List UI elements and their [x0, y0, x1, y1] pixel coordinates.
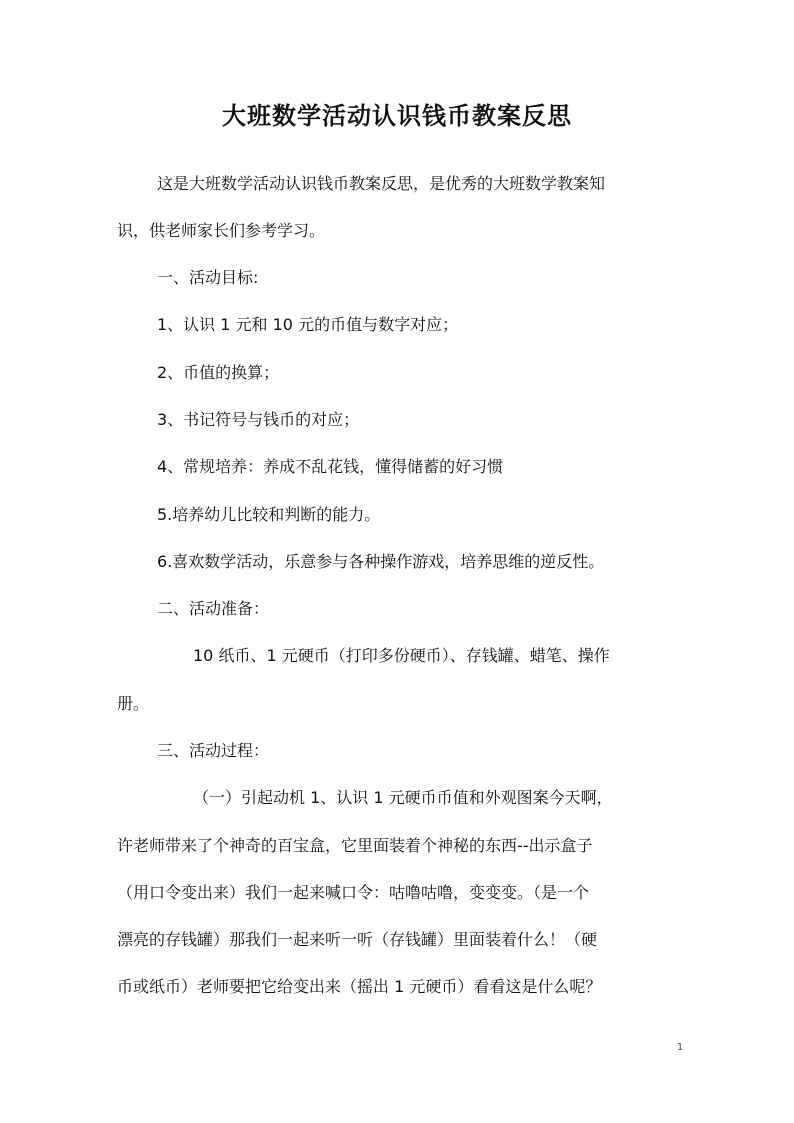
- goal-item-2: 2、币值的换算；: [157, 363, 280, 382]
- section-heading-goals: 一、活动目标:: [157, 268, 259, 287]
- process-line-5: 币或纸币）老师要把它给变出来（摇出 1 元硬币）看看这是什么呢？: [117, 977, 602, 996]
- section-heading-process: 三、活动过程：: [157, 741, 270, 760]
- goal-item-1: 1、认识 1 元和 10 元的币值与数字对应；: [157, 315, 459, 334]
- goal-item-3: 3、书记符号与钱币的对应；: [157, 410, 360, 429]
- intro-line-2: 识，供老师家长们参考学习。: [117, 221, 326, 240]
- preparation-line-1: 10 纸币、1 元硬币（打印多份硬币）、存钱罐、蜡笔、操作: [193, 646, 610, 665]
- goal-item-5: 5.培养幼儿比较和判断的能力。: [157, 505, 381, 524]
- document-title: 大班数学活动认识钱币教案反思: [222, 101, 572, 130]
- goal-item-6: 6.喜欢数学活动，乐意参与各种操作游戏，培养思维的逆反性。: [157, 552, 605, 571]
- section-heading-preparation: 二、活动准备：: [157, 599, 270, 618]
- process-line-3: （用口令变出来）我们一起来喊口令：咕噜咕噜，变变变。（是一个: [117, 883, 590, 902]
- process-line-1: （一）引起动机 1、认识 1 元硬币币值和外观图案今天啊，: [193, 788, 613, 807]
- process-line-2: 许老师带来了个神奇的百宝盒，它里面装着个神秘的东西--出示盒子: [117, 836, 593, 855]
- page-number: 1: [676, 1042, 684, 1053]
- intro-line-1: 这是大班数学活动认识钱币教案反思，是优秀的大班数学教案知: [157, 174, 606, 193]
- process-line-4: 漂亮的存钱罐）那我们一起来听一听（存钱罐）里面装着什么！（硬: [117, 930, 598, 949]
- goal-item-4: 4、常规培养：养成不乱花钱，懂得储蓄的好习惯: [157, 457, 504, 476]
- preparation-line-2: 册。: [117, 694, 150, 713]
